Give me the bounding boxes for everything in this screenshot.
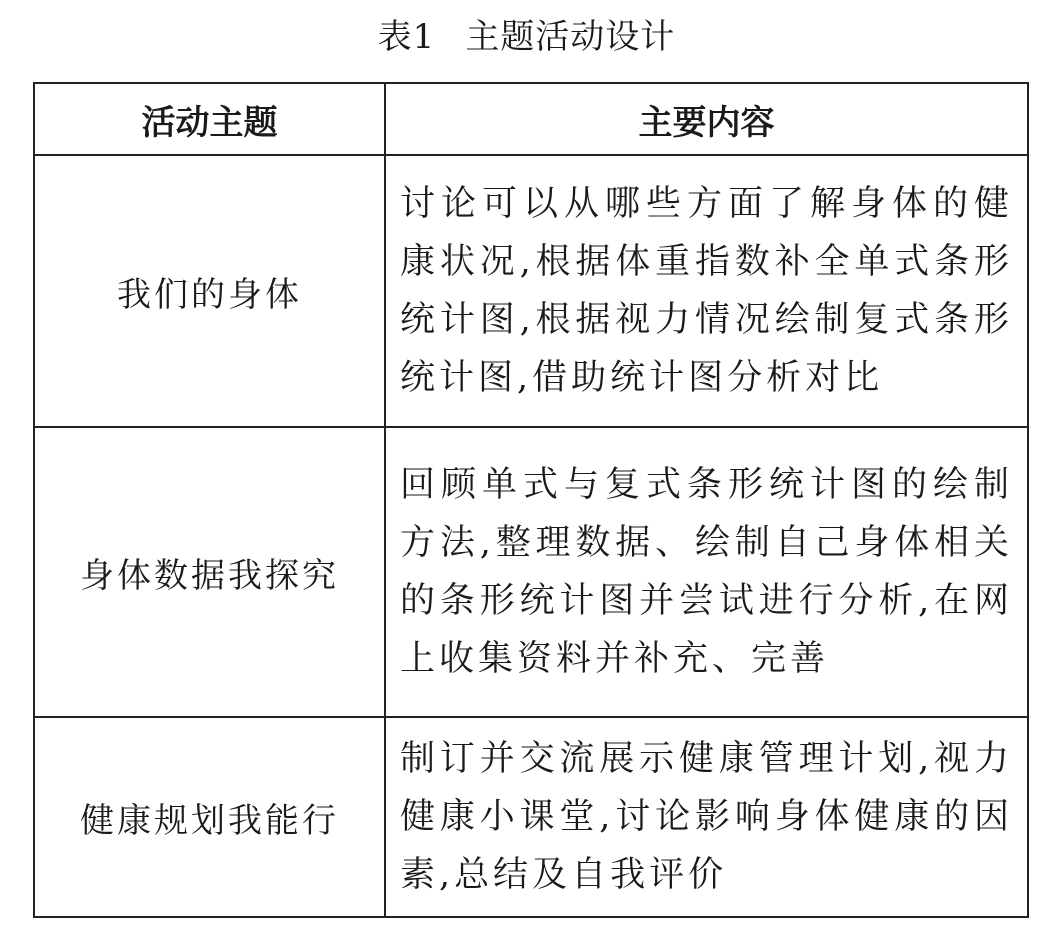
activity-design-table <box>33 82 1029 918</box>
row-theme: 我们的身体 <box>34 155 385 427</box>
table-caption <box>0 12 1053 62</box>
row-theme: 身体数据我探究 <box>34 427 385 717</box>
table-row <box>34 717 1028 917</box>
row-theme: 健康规划我能行 <box>34 717 385 917</box>
table-header-row <box>34 83 1028 155</box>
row-content: 回顾单式与复式条形统计图的绘制方法,整理数据、绘制自己身体相关的条形统计图并尝试进行分析,在网上收集资料并补充、完善 <box>385 427 1028 717</box>
table-number: 表1 <box>377 17 436 57</box>
row-content: 制订并交流展示健康管理计划,视力健康小课堂,讨论影响身体健康的因素,总结及自我评价 <box>385 717 1028 917</box>
table-title: 主题活动设计 <box>465 17 676 57</box>
header-content: 主要内容 <box>385 83 1028 155</box>
header-theme: 活动主题 <box>34 83 385 155</box>
table-row <box>34 427 1028 717</box>
row-content: 讨论可以从哪些方面了解身体的健康状况,根据体重指数补全单式条形统计图,根据视力情况绘制复式条形统计图,借助统计图分析对比 <box>385 155 1028 427</box>
table-row <box>34 155 1028 427</box>
